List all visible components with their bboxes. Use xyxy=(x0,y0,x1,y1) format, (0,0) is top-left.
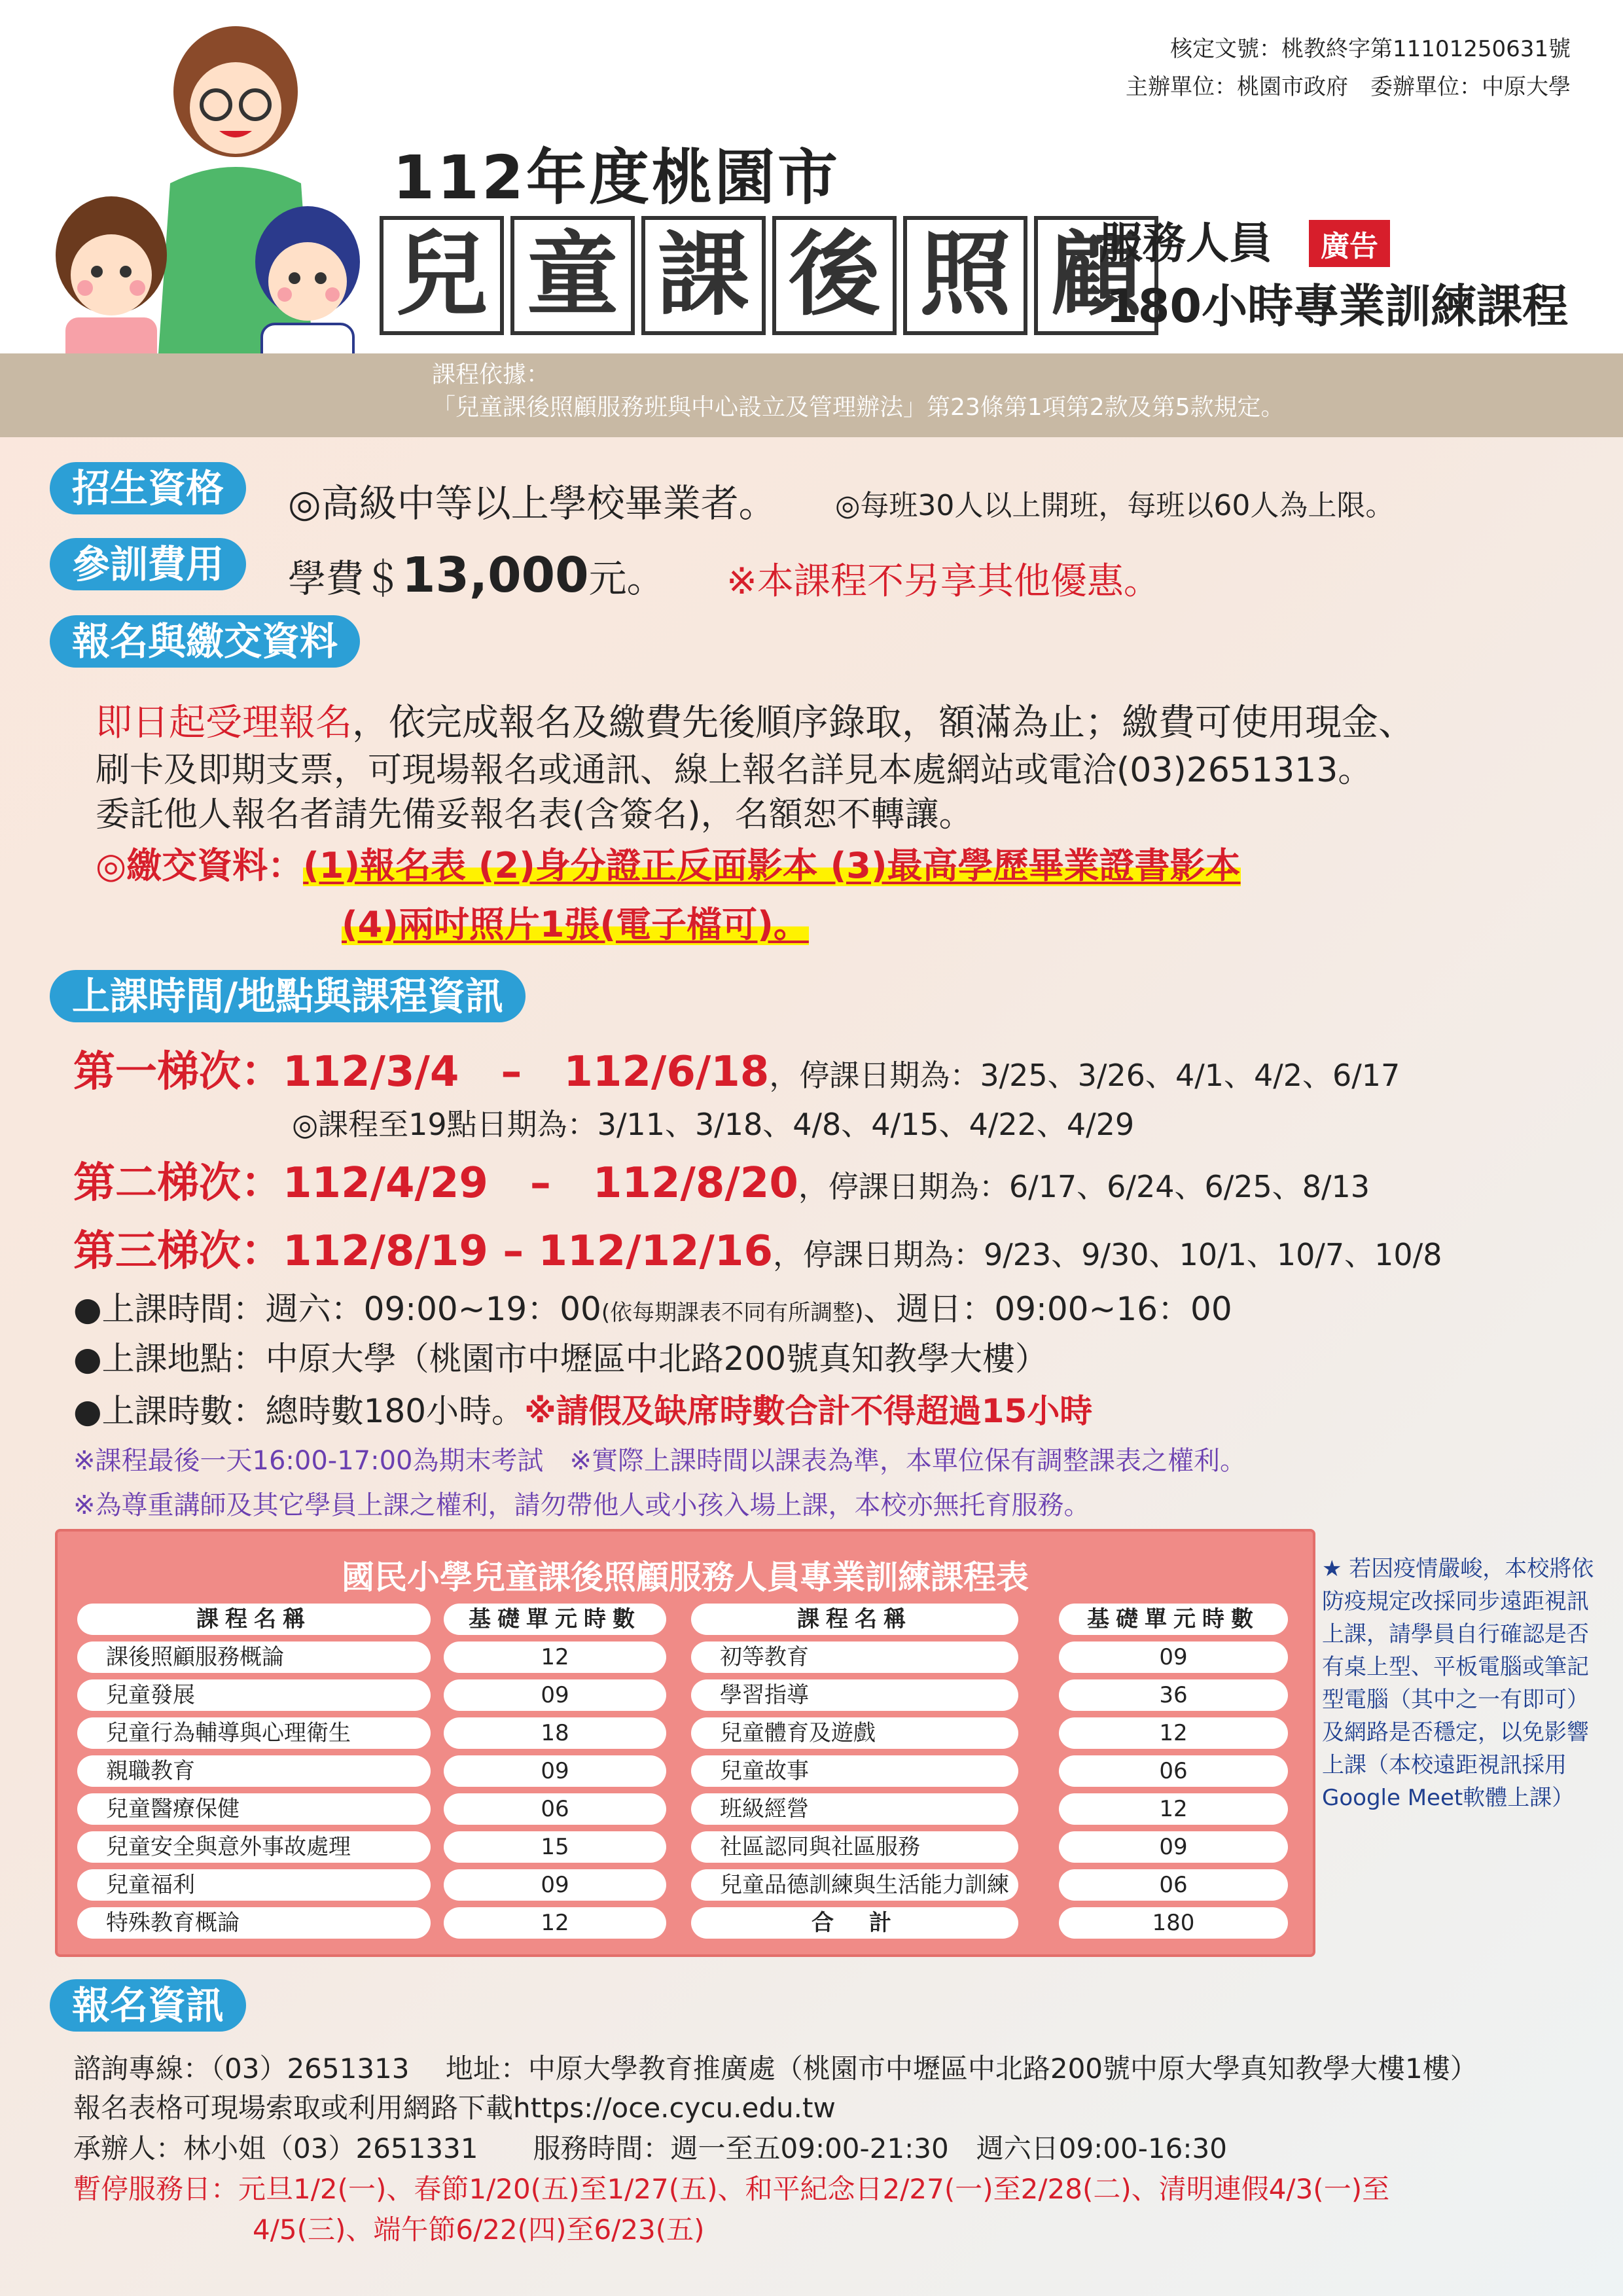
course-hours: 06 xyxy=(1059,1755,1288,1787)
total-label: 合 計 xyxy=(691,1907,1018,1939)
fee-prefix: 學費＄ xyxy=(288,556,402,601)
batch-1 xyxy=(73,1038,1400,1098)
header-course-name: 課程名稱 xyxy=(691,1604,1018,1635)
course-table-title: 國民小學兒童課後照顧服務人員專業訓練課程表 xyxy=(342,1558,1029,1596)
registration-line-1-rest: ，依完成報名及繳費先後順序錄取，額滿為止；繳費可使用現金、 xyxy=(352,702,1415,744)
docs-line-2 xyxy=(342,897,809,947)
course-name: 兒童福利 xyxy=(77,1869,431,1901)
left-name-column xyxy=(77,1604,431,1939)
title-char: 兒 xyxy=(380,216,504,335)
title-char: 照 xyxy=(903,216,1027,335)
basis-text: 「兒童課後照顧服務班與中心設立及管理辦法」第23條第1項第2款及第5款規定。 xyxy=(432,394,1285,421)
class-hours-note: ※請假及缺席時數合計不得超過15小時 xyxy=(524,1392,1093,1430)
course-name: 親職教育 xyxy=(77,1755,431,1787)
course-hours: 12 xyxy=(1059,1717,1288,1749)
schedule-note-1: ※課程最後一天16:00-17:00為期末考試 ※實際上課時間以課表為準，本單位保有調整課表之權利。 xyxy=(73,1446,1247,1476)
batch-1-off: ，停課日期為：3/25、3/26、4/1、4/2、6/17 xyxy=(769,1058,1400,1093)
course-hours: 09 xyxy=(1059,1641,1288,1673)
batch-2-range: 112/4/29 – 112/8/20 xyxy=(283,1159,798,1208)
docs-line-1 xyxy=(96,838,1241,888)
class-hours-text: ●上課時數：總時數180小時。 xyxy=(73,1392,525,1430)
fee-line xyxy=(288,547,665,603)
header-course-name: 課程名稱 xyxy=(77,1604,431,1635)
course-hours: 12 xyxy=(444,1641,666,1673)
suspend-line-2: 4/5(三)、端午節6/22(四)至6/23(五) xyxy=(253,2214,705,2246)
approval-number: 核定文號：桃教終字第11101250631號 xyxy=(1170,36,1571,62)
batch-2-off: ，停課日期為：6/17、6/24、6/25、8/13 xyxy=(798,1169,1370,1204)
contact-line-2: 報名表格可現場索取或利用網路下載https://oce.cycu.edu.tw xyxy=(73,2092,836,2124)
course-name: 兒童安全與意外事故處理 xyxy=(77,1831,431,1863)
batch-1-note: ◎課程至19點日期為：3/11、3/18、4/8、4/15、4/22、4/29 xyxy=(292,1107,1135,1142)
docs-label: ◎繳交資料： xyxy=(96,845,304,886)
fee-amount: 13,000 xyxy=(402,547,589,603)
registration-line-2: 刷卡及即期支票，可現場報名或通訊、線上報名詳見本處網站或電洽(03)2651313。 xyxy=(96,751,1372,790)
fee-suffix: 元。 xyxy=(588,556,665,601)
course-hours: 18 xyxy=(444,1717,666,1749)
total-hours: 180 xyxy=(1059,1907,1288,1939)
course-name: 兒童故事 xyxy=(691,1755,1018,1787)
registration-line-3: 委託他人報名者請先備妥報名表(含簽名)，名額恕不轉讓。 xyxy=(96,795,973,834)
batch-3-name: 第三梯次： xyxy=(73,1227,283,1276)
course-name: 兒童行為輔導與心理衛生 xyxy=(77,1717,431,1749)
admission-text-1: ◎高級中等以上學校畢業者。 xyxy=(288,481,777,526)
section-fee: 參訓費用 xyxy=(50,538,246,590)
course-name: 兒童體育及遊戲 xyxy=(691,1717,1018,1749)
course-name: 兒童醫療保健 xyxy=(77,1793,431,1825)
batch-3-off: ，停課日期為：9/23、9/30、10/1、10/7、10/8 xyxy=(772,1237,1442,1272)
class-time-saturday: ●上課時間：週六：09:00~19：00 xyxy=(73,1290,601,1328)
class-place: ●上課地點：中原大學（桃園市中壢區中北路200號真知教學大樓） xyxy=(73,1340,1048,1378)
section-admission: 招生資格 xyxy=(50,462,246,514)
section-registration: 報名與繳交資料 xyxy=(50,615,360,668)
title-sub-service: 服務人員 xyxy=(1099,218,1272,268)
ad-badge: 廣告 xyxy=(1309,220,1390,267)
course-hours: 09 xyxy=(1059,1831,1288,1863)
header-hours: 基礎單元時數 xyxy=(1059,1604,1288,1635)
remote-class-note xyxy=(1322,1552,1597,1814)
registration-lead: 即日起受理報名 xyxy=(96,702,352,744)
admission-text-2: ◎每班30人以上開班，每班以60人為上限。 xyxy=(835,489,1395,522)
section-contact: 報名資訊 xyxy=(50,1979,246,2032)
batch-1-name: 第一梯次： xyxy=(73,1048,283,1096)
batch-3-range: 112/8/19 – 112/12/16 xyxy=(283,1227,773,1276)
course-name: 社區認同與社區服務 xyxy=(691,1831,1018,1863)
suspend-line-1: 暫停服務日：元旦1/2(一)、春節1/20(五)至1/27(五)、和平紀念日2/27(一)至2/28(二)、清明連假4/3(一)至 xyxy=(73,2173,1390,2205)
class-time-adjust-note: (依每期課表不同有所調整) xyxy=(601,1300,864,1326)
title-year: 112年度桃園市 xyxy=(393,143,841,213)
docs-list-2: (4)兩吋照片1張(電子檔可)。 xyxy=(342,904,809,945)
course-hours: 12 xyxy=(1059,1793,1288,1825)
title-char: 顧 xyxy=(1034,216,1158,335)
registration-line-1 xyxy=(96,694,1415,746)
class-time-sunday: 、週日：09:00~16：00 xyxy=(863,1290,1232,1328)
basis-label: 課程依據： xyxy=(432,361,550,388)
batch-2-name: 第二梯次： xyxy=(73,1159,283,1208)
title-sub-training: 180小時專業訓練課程 xyxy=(1106,279,1569,333)
course-hours: 36 xyxy=(1059,1679,1288,1711)
course-table xyxy=(55,1529,1315,1957)
class-hours xyxy=(73,1385,1092,1432)
course-hours: 09 xyxy=(444,1679,666,1711)
course-basis xyxy=(432,359,1285,424)
batch-1-range: 112/3/4 – 112/6/18 xyxy=(283,1048,770,1096)
title-main xyxy=(380,216,1158,335)
course-hours: 09 xyxy=(444,1755,666,1787)
course-name: 初等教育 xyxy=(691,1641,1018,1673)
title-char: 課 xyxy=(641,216,766,335)
course-hours: 09 xyxy=(444,1869,666,1901)
course-name: 班級經營 xyxy=(691,1793,1018,1825)
course-hours: 06 xyxy=(1059,1869,1288,1901)
contact-line-3: 承辦人：林小姐（03）2651331 服務時間：週一至五09:00-21:30 週六日09:00-16:30 xyxy=(73,2132,1227,2164)
course-name: 課後照顧服務概論 xyxy=(77,1641,431,1673)
fee-note: ※本課程不另享其他優惠。 xyxy=(726,560,1160,603)
class-time xyxy=(73,1283,1232,1330)
batch-2 xyxy=(73,1149,1370,1210)
course-name: 兒童品德訓練與生活能力訓練 xyxy=(691,1869,1018,1901)
organizers: 主辦單位：桃園市政府 委辦單位：中原大學 xyxy=(1126,74,1571,100)
course-name: 學習指導 xyxy=(691,1679,1018,1711)
course-name: 特殊教育概論 xyxy=(77,1907,431,1939)
star-icon: ★ xyxy=(1322,1556,1342,1582)
course-hours: 12 xyxy=(444,1907,666,1939)
course-hours: 15 xyxy=(444,1831,666,1863)
section-schedule: 上課時間/地點與課程資訊 xyxy=(50,970,526,1022)
schedule-note-2: ※為尊重講師及其它學員上課之權利，請勿帶他人或小孩入場上課，本校亦無托育服務。 xyxy=(73,1490,1090,1520)
contact-line-1: 諮詢專線：（03）2651313 地址：中原大學教育推廣處（桃園市中壢區中北路200號中原大學真知教學大樓1樓） xyxy=(73,2053,1478,2085)
title-char: 後 xyxy=(772,216,897,335)
remote-class-note-text: 若因疫情嚴峻，本校將依防疫規定改採同步遠距視訊上課，請學員自行確認是否有桌上型、平板電腦或筆記型電腦（其中之一有即可）及網路是否穩定，以免影響上課（本校遠距視訊採用 Google Meet軟體上課） xyxy=(1322,1556,1594,1811)
batch-3 xyxy=(73,1217,1442,1278)
document-meta xyxy=(1126,30,1571,106)
header-hours: 基礎單元時數 xyxy=(444,1604,666,1635)
docs-list-1: (1)報名表 (2)身分證正反面影本 (3)最高學歷畢業證書影本 xyxy=(303,845,1241,886)
title-char: 童 xyxy=(510,216,635,335)
left-hours-column xyxy=(444,1604,666,1939)
course-name: 兒童發展 xyxy=(77,1679,431,1711)
right-hours-column xyxy=(1059,1604,1288,1939)
course-hours: 06 xyxy=(444,1793,666,1825)
right-name-column xyxy=(691,1604,1018,1939)
